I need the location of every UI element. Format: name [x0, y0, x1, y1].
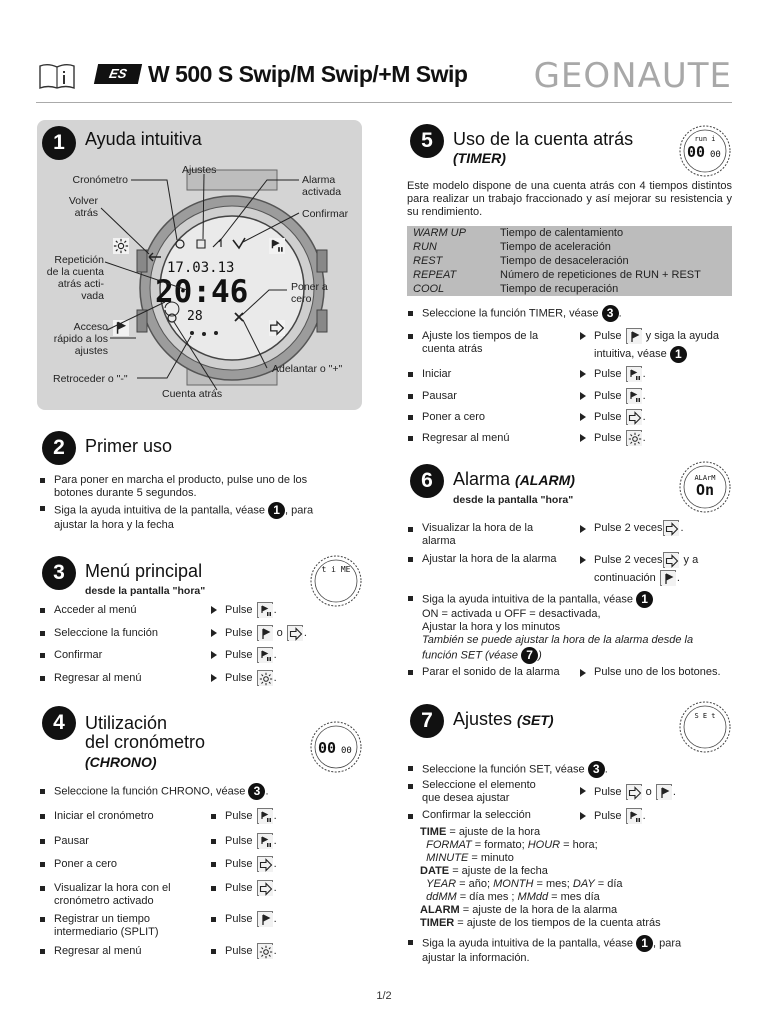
section-7-title: Ajustes (SET) — [453, 709, 554, 729]
flag-button-icon[interactable] — [660, 570, 676, 586]
label-retroceder: Retroceder o "-" — [53, 373, 128, 385]
section-2-number: 2 — [42, 431, 76, 465]
s5-row-action: Pulse . — [594, 430, 646, 446]
s3-row: Regresar al menú — [54, 672, 142, 684]
pause-button-icon[interactable] — [626, 388, 642, 404]
section-4-title: Utilización del cronómetro (CHRONO) — [85, 713, 206, 770]
mini-watch-timer — [678, 124, 732, 178]
section-1-number: 1 — [42, 126, 76, 160]
s2-bullet-1: Para poner en marcha el producto, pulse uno de los botones durante 5 segundos. — [54, 474, 308, 499]
s5-row: Poner a cero — [422, 411, 485, 423]
s3-row-action: Pulse . — [225, 602, 277, 618]
section-6-number: 6 — [410, 464, 444, 498]
brand-logo: GEONAUTE — [533, 56, 732, 96]
s5-row-action: Pulse . — [594, 409, 646, 425]
svg-text:00: 00 — [318, 739, 337, 757]
svg-text:run i: run i — [694, 135, 716, 143]
section-7-number: 7 — [410, 704, 444, 738]
s4-row-action: Pulse . — [225, 833, 277, 849]
s6-row-1: Visualizar la hora de la alarma — [422, 522, 534, 547]
timer-table — [407, 226, 732, 296]
section-6-subtitle: desde la pantalla "hora" — [453, 494, 574, 506]
flag-button-icon[interactable] — [626, 328, 642, 344]
s5-row-action: Pulse y siga la ayuda intuitiva, véase 1 — [594, 330, 720, 361]
s5-row: Iniciar — [422, 368, 452, 380]
language-badge: ES — [94, 64, 142, 84]
forward-button-icon[interactable] — [663, 552, 679, 568]
svg-text:ALArM: ALArM — [694, 474, 716, 482]
light-button-icon[interactable] — [257, 670, 273, 686]
s5-row: Pausar — [422, 390, 457, 402]
s4-row: Registrar un tiempo intermediario (SPLIT) — [54, 913, 159, 938]
page-number: 1/2 — [376, 990, 392, 1002]
label-confirmar: Confirmar — [302, 208, 349, 220]
s6-row-3: Siga la ayuda intuitiva de la pantalla, véase 1 ON = activada u OFF = desactivada, Ajustar la hora y los minutos También se puede ajustar la hora de la alarma desde la función SET (véase 7 ) — [422, 592, 694, 662]
pause-button-icon[interactable] — [257, 833, 273, 849]
svg-text:00: 00 — [710, 150, 721, 160]
mini-watch-time — [309, 554, 363, 608]
label-cronometro: Cronómetro — [72, 174, 128, 186]
light-button-icon[interactable] — [626, 430, 642, 446]
timer-table-row: WARM UP Tiempo de calentamiento — [413, 227, 624, 239]
s4-row-action: Pulse . — [225, 808, 277, 824]
s5-row-action: Pulse . — [594, 388, 646, 404]
watch-time: 20:46 — [155, 274, 249, 310]
label-cuenta-atras: Cuenta atrás — [162, 388, 223, 400]
s4-row: Regresar al menú — [54, 945, 142, 957]
pause-button-icon[interactable] — [626, 808, 642, 824]
svg-text:00: 00 — [687, 143, 706, 161]
section-3-subtitle: desde la pantalla "hora" — [85, 585, 206, 597]
light-button-icon[interactable] — [257, 943, 273, 959]
s4-row: Iniciar el cronómetro — [54, 810, 154, 822]
watch-seconds: 28 — [187, 309, 203, 324]
s4-row: Poner a cero — [54, 858, 117, 870]
mini-watch-alarm — [678, 460, 732, 514]
forward-button-icon[interactable] — [257, 880, 273, 896]
section-5-number: 5 — [410, 124, 444, 158]
s6-row-2-action: Pulse 2 veces y a continuación . — [594, 551, 698, 587]
forward-button-icon[interactable] — [626, 784, 642, 800]
ref-1-badge: 1 — [268, 502, 285, 519]
section-1-title: Ayuda intuitiva — [85, 129, 202, 149]
s5-intro: Este modelo dispone de una cuenta atrás con 4 tiempos distintos para realizar un trabajo fraccionado y así mejorar su resistencia y su rendimiento. — [407, 180, 732, 218]
s5-first-row: Seleccione la función TIMER, véase 3 . — [422, 306, 622, 320]
timer-table-row: RUN Tiempo de aceleración — [413, 241, 611, 253]
label-ajustes: Ajustes — [182, 164, 217, 176]
watch-date: 17.03.13 — [167, 260, 235, 276]
s7-definitions: TIME = ajuste de la hora FORMAT = formato; HOUR = hora; MINUTE = minuto DATE = ajuste de la fecha YEAR = año; MONTH = mes; DAY = día ddMM = día mes ; MMdd = mes día ALARM = ajuste de la hora de la alarma TIMER = ajuste de los tiempos de la cuenta atrás — [420, 826, 661, 929]
s7-row-2: Seleccione el elemento que desea ajustar — [422, 779, 536, 804]
s4-row-action: Pulse . — [225, 880, 277, 896]
svg-text:S E t: S E t — [694, 712, 716, 720]
s4-row: Pausar — [54, 835, 89, 847]
flag-button-icon[interactable] — [257, 625, 273, 641]
s7-row-3-action: Pulse . — [594, 808, 646, 824]
flag-button-icon[interactable] — [656, 784, 672, 800]
s6-row-4-action: Pulse uno de los botones. — [594, 666, 721, 678]
s4-row-action: Pulse . — [225, 911, 277, 927]
mini-watch-chrono — [309, 720, 363, 774]
s3-row: Confirmar — [54, 649, 103, 661]
label-alarma: Alarma activada — [302, 174, 342, 198]
s4-row-action: Pulse . — [225, 943, 277, 959]
label-acceso: Acceso rápido a los ajustes — [53, 321, 108, 357]
forward-button-icon[interactable] — [626, 409, 642, 425]
s4-row: Visualizar la hora con el cronómetro activado — [54, 882, 171, 907]
pause-button-icon[interactable] — [257, 647, 273, 663]
info-book-icon — [38, 62, 76, 90]
section-3-number: 3 — [42, 556, 76, 590]
label-adelantar: Adelantar o "+" — [272, 363, 343, 375]
page-title: W 500 S Swip/M Swip/+M Swip — [148, 61, 468, 87]
label-repeticion: Repetición de la cuenta atrás acti- vada — [46, 254, 104, 302]
pause-button-icon[interactable] — [626, 366, 642, 382]
s6-row-2: Ajustar la hora de la alarma — [422, 553, 557, 565]
mini-watch-set — [678, 700, 732, 754]
pause-button-icon[interactable] — [257, 602, 273, 618]
timer-table-row: COOL Tiempo de recuperación — [413, 283, 619, 295]
flag-button-icon[interactable] — [257, 911, 273, 927]
s3-row-action: Pulse o . — [225, 625, 307, 641]
section-4-number: 4 — [42, 706, 76, 740]
s5-row: Ajuste los tiempos de la cuenta atrás — [422, 330, 539, 355]
label-poner-cero: Poner a cero — [291, 281, 328, 305]
s5-row-action: Pulse . — [594, 366, 646, 382]
s4-row-action: Pulse . — [225, 856, 277, 872]
header-rule — [36, 102, 732, 103]
s7-row-2-action: Pulse o . — [594, 784, 676, 800]
section-5-title: Uso de la cuenta atrás — [453, 129, 634, 149]
section-3-title: Menú principal — [85, 561, 203, 581]
s5-row: Regresar al menú — [422, 432, 510, 444]
section-6-title: Alarma (ALARM) — [453, 469, 575, 489]
section-5-subtitle: (TIMER) — [453, 150, 506, 166]
s3-row-action: Pulse . — [225, 670, 277, 686]
section-2-title: Primer uso — [85, 436, 173, 456]
svg-text:t i ME: t i ME — [321, 565, 351, 574]
forward-button-icon[interactable] — [663, 520, 679, 536]
s3-row: Acceder al menú — [54, 604, 137, 616]
svg-text:On: On — [695, 481, 715, 499]
s7-row-3: Confirmar la selección — [422, 809, 531, 821]
timer-table-row: REPEAT Número de repeticiones de RUN + REST — [413, 269, 701, 281]
s6-row-4: Parar el sonido de la alarma — [422, 666, 560, 678]
svg-text:00: 00 — [341, 746, 352, 756]
s4-first-row: Seleccione la función CHRONO, véase 3 . — [54, 784, 269, 798]
s3-row-action: Pulse . — [225, 647, 277, 663]
s7-row-1: Seleccione la función SET, véase 3 . — [422, 762, 608, 776]
s6-row-1-action: Pulse 2 veces . — [594, 520, 684, 536]
forward-button-icon[interactable] — [257, 856, 273, 872]
pause-button-icon[interactable] — [257, 808, 273, 824]
s3-row: Seleccione la función — [54, 627, 158, 639]
timer-table-row: REST Tiempo de desaceleración — [413, 255, 629, 267]
forward-button-icon[interactable] — [287, 625, 303, 641]
s2-bullet-2: Siga la ayuda intuitiva de la pantalla, véase 1 , para ajustar la hora y la fecha — [54, 503, 314, 531]
label-volver: Volver atrás — [68, 195, 98, 219]
page-header — [36, 58, 732, 94]
s7-last-row: Siga la ayuda intuitiva de la pantalla, véase 1 , para ajustar la información. — [422, 936, 682, 964]
